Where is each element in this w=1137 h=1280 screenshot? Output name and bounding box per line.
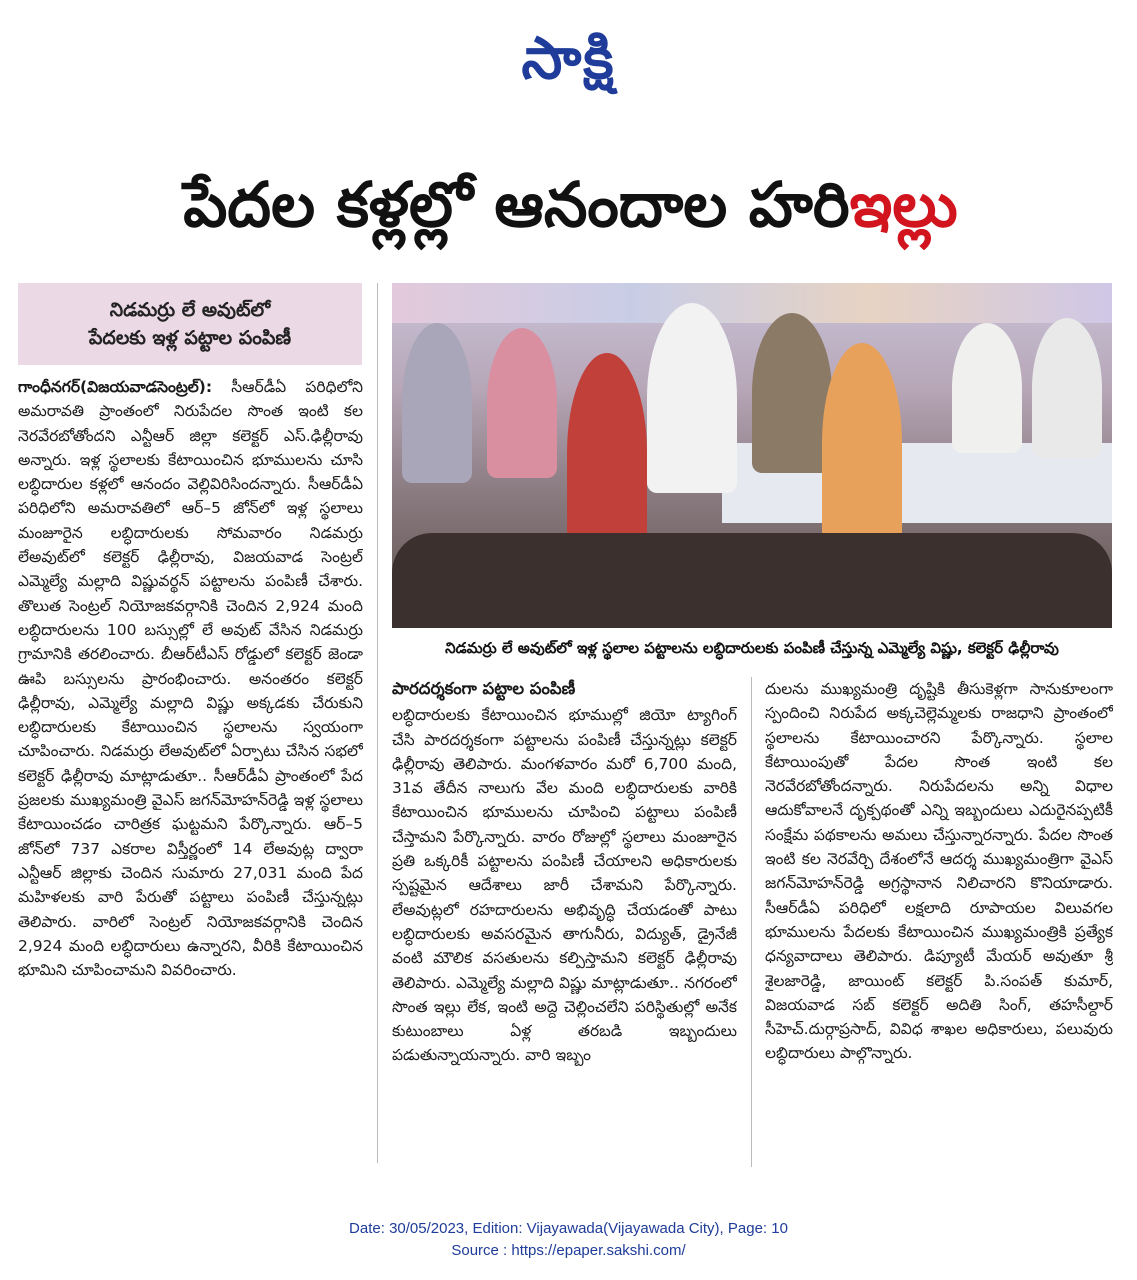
column-divider: [377, 283, 378, 1163]
photo-person: [822, 343, 902, 543]
column-divider: [751, 677, 752, 1167]
article-column-3: [765, 677, 1113, 1167]
article-headline: [18, 150, 1123, 260]
column-1-body: సీఆర్‌డీఏ పరిధిలోని అమరావతి ప్రాంతంలో నిరుపేదల సొంత ఇంటి కల నెరవేరబోతోందని ఎన్టీఆర్‌ జిల్లా కలెక్టర్‌ ఎస్‌.ఢిల్లీరావు అన్నారు. ఇళ్ల స్థలాలకు కేటాయించిన భూములను చూసి లబ్ధిదారుల కళ్లలో ఆనందం వెల్లివిరిసిందన్నారు. సీఆర్‌డీఏ పరిధిలోని అమరావతిలో ఆర్‌–5 జోన్‌లో ఇళ్ల స్థలాలు మంజూరైన లబ్ధిదారులకు సోమవారం నిడమర్రు లేఅవుట్‌లో కలెక్టర్‌ ఢిల్లీరావు, విజయవాడ సెంట్రల్‌ ఎమ్మెల్యే మల్లాది విష్ణువర్థన్‌ పట్టాలను పంపిణీ చేశారు. తొలుత సెంట్రల్‌ నియోజకవర్గానికి చెందిన 2,924 మంది లబ్ధిదారులను 100 బస్సుల్లో లే అవుట్‌ వేసిన నిడమర్రు గ్రామానికి తరలించారు. బీఆర్‌టీఎస్‌ రోడ్డులో కలెక్టర్‌ జెండా ఊపి బస్సులను ప్రారంభించారు. అనంతరం కలెక్టర్‌ ఢిల్లీరావు, ఎమ్మెల్యే మల్లాది విష్ణు అక్కడకు చేరుకుని లబ్ధిదారులకు కేటాయించిన స్థలాలను స్వయంగా చూపించారు. నిడమర్రు లేఅవుట్‌లో ఏర్పాటు చేసిన సభలో కలెక్టర్‌ ఢిల్లీరావు మాట్లాడుతూ.. సీఆర్‌డీఏ ప్రాంతంలో పేద ప్రజలకు ముఖ్యమంత్రి వైఎస్‌ జగన్‌మోహన్‌రెడ్డి ఇళ్ల స్థలాలు కేటాయించడం చారిత్రక ఘట్టమని పేర్కొన్నారు. ఆర్‌–5 జోన్‌లో 737 ఎకరాల విస్తీర్ణంలో 14 లేఅవుట్ల ద్వారా ఎన్టీఆర్‌ జిల్లాకు చెందిన సుమారు 27,031 మంది పేద మహిళలకు వారి పేరుతో పట్టాలు పంపిణీ చేస్తున్నట్లు తెలిపారు. వారిలో సెంట్రల్‌ నియోజకవర్గానికి చెందిన 2,924 మంది లబ్ధిదారులు ఉన్నారని, వీరికి కేటాయించిన భూమిని చూపించామని వివరించారు.: [18, 378, 363, 980]
section-subheading: పారదర్శకంగా పట్టాల పంపిణీ: [392, 679, 576, 698]
photo-person: [567, 353, 647, 553]
photo-person: [402, 323, 472, 483]
photo-person: [487, 328, 557, 478]
subheading-line-1: నిడమర్రు లే అవుట్‌లో: [109, 299, 271, 321]
news-photo: [392, 283, 1112, 628]
photo-person: [647, 303, 737, 493]
photo-person: [752, 313, 832, 473]
article-column-2: [392, 677, 737, 1167]
column-3-body: దులను ముఖ్యమంత్రి దృష్టికి తీసుకెళ్లగా సానుకూలంగా స్పందించి నిరుపేద అక్కచెల్లెమ్మలకు రాజధాని ప్రాంతంలో స్థలాలను కేటాయించారని పేర్కొన్నారు. స్థలాల కేటాయింపుతో పేదల సొంత ఇంటి కల నెరవేరబోతోందన్నారు. నిరుపేదలను అన్ని విధాల ఆదుకోవాలనే దృక్పథంతో ఎన్ని ఇబ్బందులు ఎదురైనప్పటికీ సంక్షేమ పథకాలను అమలు చేస్తున్నారన్నారు. పేదల సొంత ఇంటి కల నెరవేర్చి దేశంలోనే ఆదర్శ ముఖ్యమంత్రిగా వైఎస్‌ జగన్‌మోహన్‌రెడ్డి అగ్రస్థానాన నిలిచారని కొనియాడారు. సీఆర్‌డీఏ పరిధిలో లక్షలాది రూపాయల విలువగల భూములను పేదలకు కేటాయించిన ముఖ్యమంత్రికి ప్రత్యేక ధన్యవాదాలు తెలిపారు. డిప్యూటీ మేయర్‌ అవుతూ శ్రీ శైలజారెడ్డి, జాయింట్‌ కలెక్టర్‌ పి.సంపత్‌ కుమార్‌, విజయవాడ సబ్‌ కలెక్టర్‌ అదితి సింగ్‌, తహసీల్దార్‌ సీహెచ్‌.దుర్గాప్రసాద్‌, వివిధ శాఖల అధికారులు, పలువురు లబ్ధిదారులు పాల్గొన్నారు.: [765, 680, 1113, 1063]
photo-crowd: [392, 533, 1112, 628]
headline-main: పేదల కళ్లల్లో ఆనందాల హరి: [183, 168, 850, 241]
photo-person: [1032, 318, 1102, 458]
article-column-1: [18, 375, 363, 1165]
edition-info: Date: 30/05/2023, Edition: Vijayawada(Vijayawada City), Page: 10: [349, 1220, 788, 1237]
photo-caption: నిడమర్రు లే అవుట్‌లో ఇళ్ల స్థలాల పట్టాలను లబ్ధిదారులకు పంపిణీ చేస్తున్న ఎమ్మెల్యే విష్ణు, కలెక్టర్‌ ఢిల్లీరావు: [445, 639, 1059, 657]
subheading-box: [18, 283, 362, 365]
column-2-body: లబ్ధిదారులకు కేటాయించిన భూముల్లో జియో ట్యాగింగ్‌ చేసి పారదర్శకంగా పట్టాలను పంపిణీ చేస్తున్నట్లు కలెక్టర్‌ ఢిల్లీరావు తెలిపారు. మంగళవారం మరో 6,700 మంది, 31వ తేదీన నాలుగు వేల మంది లబ్ధిదారులకు వారికి కేటాయించిన భూములను చూపించి పట్టాలు పంపిణీ చేస్తామని పేర్కొన్నారు. వారం రోజుల్లో స్థలాలు మంజూరైన ప్రతి ఒక్కరికీ పట్టాలను పంపిణీ చేయాలని అధికారులకు స్పష్టమైన ఆదేశాలు జారీ చేశామని పేర్కొన్నారు. లేఅవుట్లలో రహదారులను అభివృద్ధి చేయడంతో పాటు లబ్ధిదారులకు అవసరమైన తాగునీరు, విద్యుత్‌, డ్రైనేజీ వంటి మౌలిక వసతులను కల్పిస్తామని కలెక్టర్‌ ఢిల్లీరావు తెలిపారు. ఎమ్మెల్యే మల్లాది విష్ణు మాట్లాడుతూ.. నగరంలో సొంత ఇల్లు లేక, ఇంటి అద్దె చెల్లించలేని పరిస్థితుల్లో అనేక కుటుంబాలు ఏళ్ల తరబడి ఇబ్బందులు పడుతున్నాయన్నారు. వారి ఇబ్బం: [392, 706, 737, 1065]
photo-person: [952, 323, 1022, 453]
headline-accent: ఇల్లు: [849, 168, 958, 241]
photo-backdrop-banner: [392, 283, 1112, 323]
source-link[interactable]: Source : https://epaper.sakshi.com/: [451, 1242, 686, 1259]
subheading-line-2: పేదలకు ఇళ్ల పట్టాల పంపిణీ: [88, 327, 292, 349]
newspaper-masthead: సాక్షి: [521, 24, 616, 92]
page-footer: [0, 1218, 1137, 1266]
article-dateline: గాంధీనగర్‌(విజయవాడసెంట్రల్‌):: [18, 378, 213, 396]
